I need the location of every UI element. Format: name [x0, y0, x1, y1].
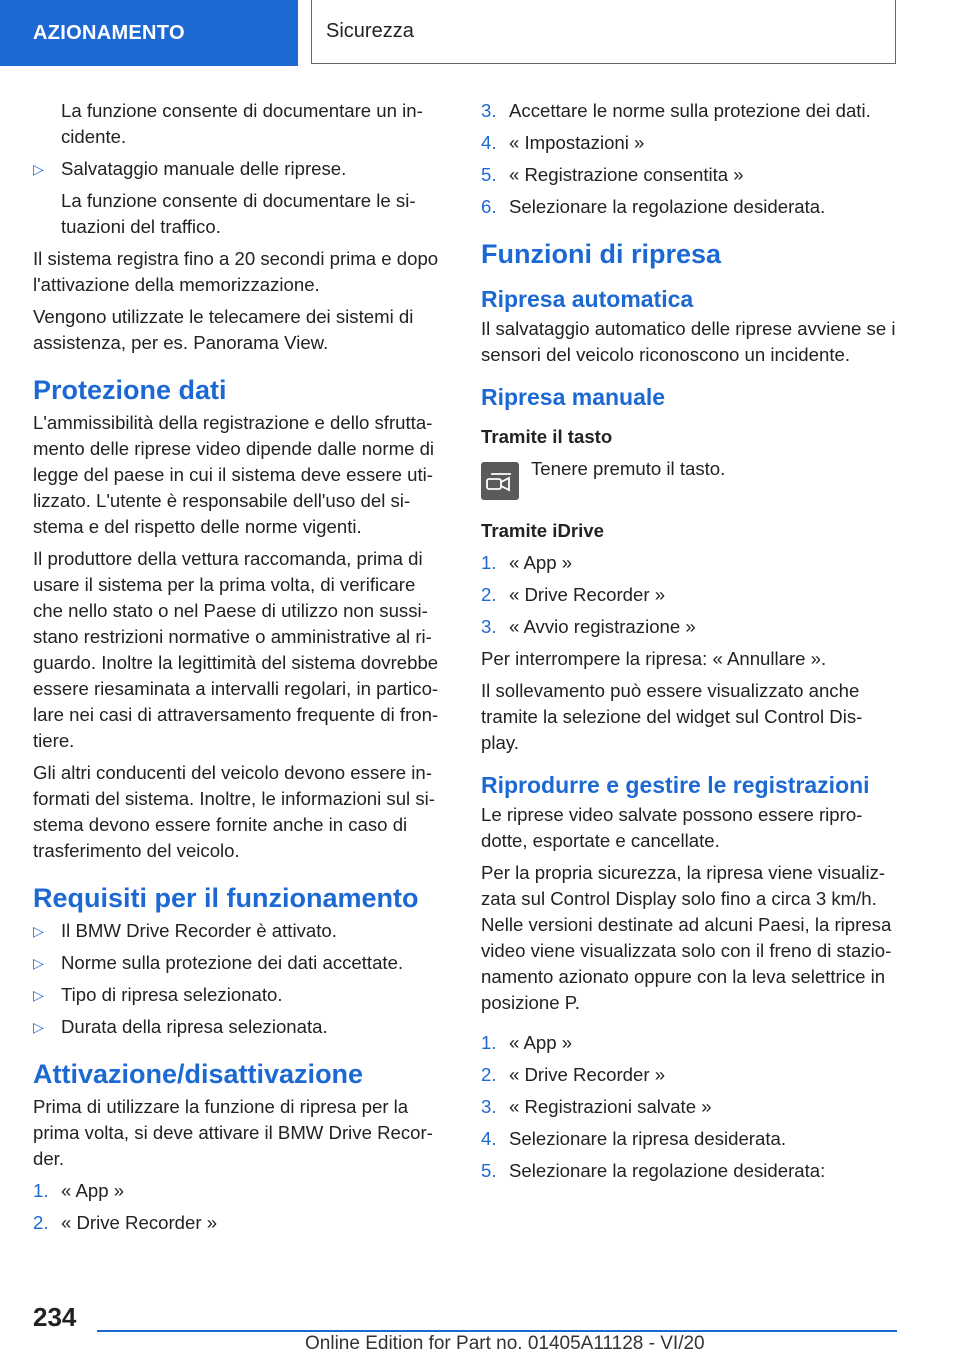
bullet-text: Salvataggio manuale delle riprese. [61, 158, 347, 179]
paragraph: Le riprese video salvate possono essere ripro-dotte, esportate e cancellate. [481, 804, 863, 851]
triangle-bullet-icon: ▷ [33, 987, 44, 1003]
triangle-bullet-icon: ▷ [33, 923, 44, 939]
step-number: 3. [481, 1096, 497, 1117]
step-text: Accettare le norme sulla protezione dei dati. [509, 100, 871, 121]
step-item [481, 130, 896, 156]
step-number: 3. [481, 100, 497, 121]
paragraph: Vengono utilizzate le telecamere dei sistemi di assistenza, per es. Panorama View. [33, 306, 414, 353]
triangle-bullet-icon: ▷ [33, 161, 44, 177]
heading-privacy: Protezione dati [33, 375, 227, 405]
paragraph: Gli altri conducenti del veicolo devono essere in-formati del sistema. Inoltre, le informazioni sul si-stema devono essere fornite anche in caso di trasferimento del veicolo. [33, 762, 435, 861]
subheading-idrive: Tramite iDrive [481, 520, 604, 541]
triangle-bullet-icon: ▷ [33, 955, 44, 971]
step-number: 6. [481, 196, 497, 217]
bullet-text: Durata della ripresa selezionata. [61, 1016, 328, 1037]
bullet-text: Tipo di ripresa selezionato. [61, 984, 283, 1005]
paragraph: L'ammissibilità della registrazione e dello sfrutta-mento delle riprese video dipende dalle norme di legge del paese in cui il sistema deve essere uti-lizzato. L'utente è responsabile dell'uso del si-stema e del rispetto delle norme vigenti. [33, 412, 435, 537]
triangle-bullet-icon: ▷ [33, 1019, 44, 1035]
paragraph: Il sollevamento può essere visualizzato anche tramite la selezione del widget sul Control Dis-play. [481, 680, 863, 753]
step-item [481, 550, 896, 576]
heading-activation: Attivazione/disattivazione [33, 1059, 364, 1089]
step-number: 2. [481, 1064, 497, 1085]
paragraph: Per la propria sicurezza, la ripresa viene visualiz-zata sul Control Display solo fino a circa 3 km/h. Nelle versioni destinate ad alcuni Paesi, la ripresa video viene visualizzata solo con il freno di stazio-namento azionato oppure con la leva selettrice in posizione P. [481, 862, 892, 1013]
step-text: « Registrazioni salvate » [509, 1096, 712, 1117]
step-item [481, 194, 896, 220]
step-number: 4. [481, 1128, 497, 1149]
step-item [481, 1094, 896, 1120]
edition-footer: Online Edition for Part no. 01405A11128 - VI/20 [305, 1333, 705, 1354]
step-item [481, 582, 896, 608]
paragraph: Prima di utilizzare la funzione di ripresa per la prima volta, si deve attivare il BMW Drive Recor-der. [33, 1096, 433, 1169]
paragraph: Il sistema registra fino a 20 secondi prima e dopo l'attivazione della memorizzazione. [33, 248, 439, 295]
paragraph: La funzione consente di documentare le si-tuazioni del traffico. [61, 190, 416, 237]
step-item [481, 162, 896, 188]
button-instruction-text: Tenere premuto il tasto. [531, 458, 726, 479]
step-text: Selezionare la regolazione desiderata: [509, 1160, 826, 1181]
paragraph: Il produttore della vettura raccomanda, prima di usare il sistema per la prima volta, di verificare che nello stato o nel Paese di utilizzo non sussi-stano restrizioni normative o amministrative al ri-guardo. Inoltre la legittimità del sistema dovrebbe essere riesaminata a intervalli regolari, in partico-lare nei casi di attraversamento frequente di fron-tiere. [33, 548, 439, 751]
right-column [481, 98, 896, 1190]
step-number: 5. [481, 164, 497, 185]
heading-automatic: Ripresa automatica [481, 286, 694, 312]
bullet-item [33, 982, 448, 1008]
heading-requirements: Requisiti per il funzionamento [33, 883, 419, 913]
step-number: 1. [33, 1180, 49, 1201]
heading-functions: Funzioni di ripresa [481, 239, 722, 269]
step-item [33, 1210, 448, 1236]
step-number: 1. [481, 552, 497, 573]
step-number: 2. [481, 584, 497, 605]
step-item [481, 1126, 896, 1152]
step-text: « Drive Recorder » [509, 1064, 666, 1085]
page-number: 234 [33, 1302, 77, 1332]
step-text: Selezionare la regolazione desiderata. [509, 196, 826, 217]
step-item [481, 98, 896, 124]
step-number: 5. [481, 1160, 497, 1181]
step-number: 2. [33, 1212, 49, 1233]
step-item [481, 1158, 896, 1184]
step-item [481, 614, 896, 640]
step-item [481, 1030, 896, 1056]
step-text: « App » [61, 1180, 125, 1201]
paragraph: Il salvataggio automatico delle riprese avviene se i sensori del veicolo riconoscono un incidente. [481, 318, 896, 365]
paragraph: Per interrompere la ripresa: « Annullare ». [481, 648, 827, 669]
step-item [481, 1062, 896, 1088]
section-tab [0, 0, 298, 66]
step-text: « Drive Recorder » [61, 1212, 218, 1233]
step-text: « Impostazioni » [509, 132, 645, 153]
paragraph: La funzione consente di documentare un in-cidente. [61, 100, 423, 147]
step-item [33, 1178, 448, 1204]
section-title: AZIONAMENTO [33, 21, 185, 44]
step-number: 4. [481, 132, 497, 153]
chapter-title: Sicurezza [326, 20, 414, 42]
drive-recorder-button-icon [481, 462, 519, 500]
bullet-item [33, 1014, 448, 1040]
step-number: 3. [481, 616, 497, 637]
step-text: « Drive Recorder » [509, 584, 666, 605]
bullet-item [33, 950, 448, 976]
footer-divider [97, 1330, 897, 1332]
heading-manual: Ripresa manuale [481, 384, 666, 410]
button-instruction [481, 456, 896, 500]
subheading-button: Tramite il tasto [481, 426, 613, 447]
bullet-text: Norme sulla protezione dei dati accettate. [61, 952, 404, 973]
step-text: Selezionare la ripresa desiderata. [509, 1128, 786, 1149]
chapter-box [311, 0, 896, 64]
bullet-item [33, 156, 448, 182]
bullet-item [33, 918, 448, 944]
step-number: 1. [481, 1032, 497, 1053]
step-text: « Avvio registrazione » [509, 616, 696, 637]
step-text: « Registrazione consentita » [509, 164, 744, 185]
heading-playback: Riprodurre e gestire le registrazioni [481, 772, 870, 798]
bullet-text: Il BMW Drive Recorder è attivato. [61, 920, 337, 941]
step-text: « App » [509, 552, 573, 573]
step-text: « App » [509, 1032, 573, 1053]
left-column [33, 98, 448, 1242]
